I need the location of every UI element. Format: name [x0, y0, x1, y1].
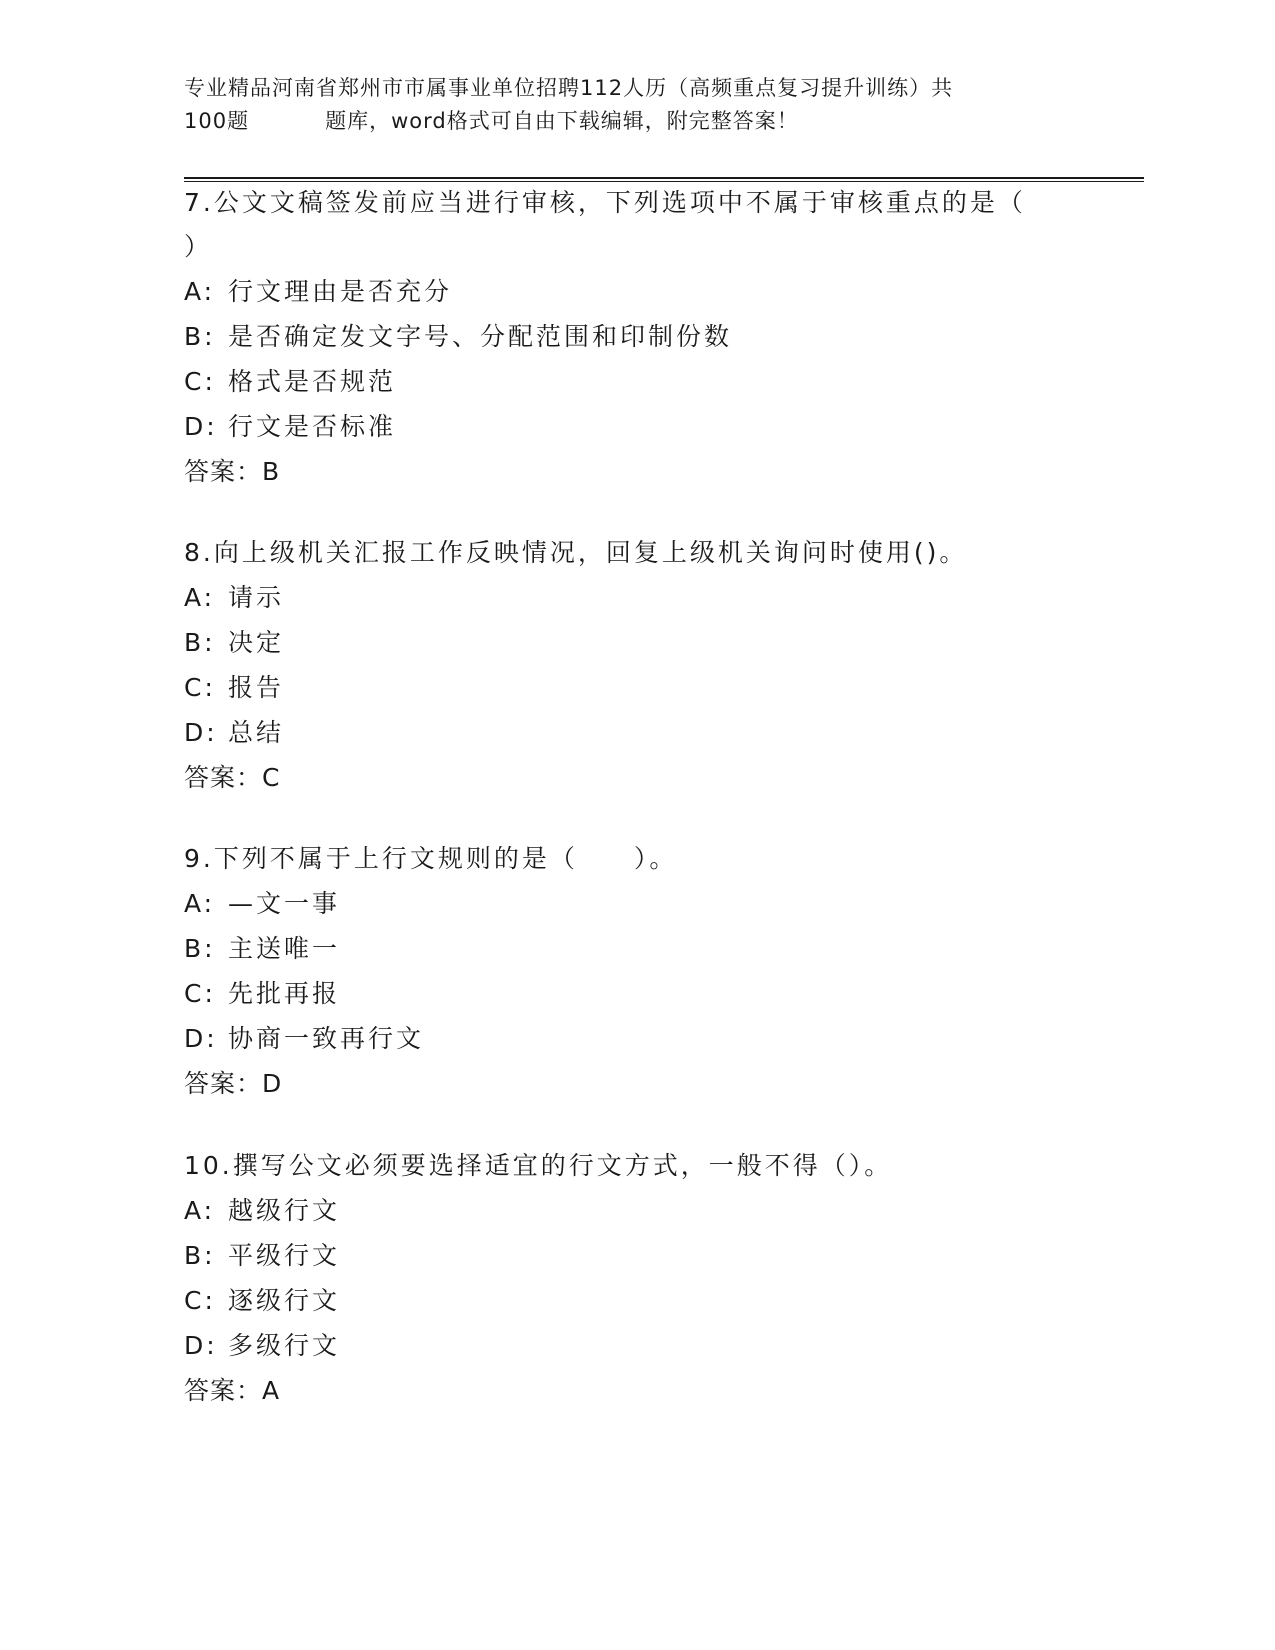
option-letter: B: [184, 322, 216, 351]
option-text: 格式是否规范 [228, 367, 397, 396]
option-text: 决定 [228, 628, 285, 657]
option-letter: B: [184, 934, 216, 963]
option-text: 先批再报 [228, 979, 341, 1008]
option-text: 平级行文 [228, 1241, 341, 1270]
answer-value: B [262, 457, 281, 486]
option-letter: A: [184, 1196, 216, 1225]
question-stem: 10.撰写公文必须要选择适宜的行文方式，一般不得（）。 [184, 1151, 893, 1180]
option-text: 总结 [228, 718, 285, 747]
header-line-2 [184, 105, 1084, 138]
option-d [184, 1323, 1084, 1368]
option-letter: C: [184, 673, 216, 702]
question-stem: 9.下列不属于上行文规则的是（ ）。 [184, 844, 678, 873]
answer-label: 答案： [184, 763, 263, 792]
option-letter: D: [184, 1331, 218, 1360]
option-letter: D: [184, 1024, 218, 1053]
answer-line [184, 1368, 1084, 1413]
question-7 [184, 181, 1084, 494]
option-text: 协商一致再行文 [228, 1024, 425, 1053]
option-d [184, 404, 1084, 449]
option-letter: C: [184, 1286, 216, 1315]
header-divider-thick [184, 177, 1144, 179]
answer-value: C [262, 763, 281, 792]
option-text: —文一事 [228, 889, 341, 918]
option-text: 越级行文 [228, 1196, 341, 1225]
option-c [184, 359, 1084, 404]
option-letter: C: [184, 367, 216, 396]
answer-label: 答案： [184, 457, 263, 486]
option-a [184, 575, 1084, 620]
option-text: 逐级行文 [228, 1286, 341, 1315]
option-b [184, 926, 1084, 971]
answer-value: A [262, 1376, 281, 1405]
option-letter: A: [184, 583, 216, 612]
option-letter: C: [184, 979, 216, 1008]
option-letter: A: [184, 277, 216, 306]
header-description: 题库，word格式可自由下载编辑，附完整答案！ [325, 109, 799, 133]
option-d [184, 710, 1084, 755]
option-b [184, 314, 1084, 359]
header-question-count: 100题 [184, 109, 250, 133]
option-a [184, 1188, 1084, 1233]
option-text: 多级行文 [228, 1331, 341, 1360]
header-line-1: 专业精品河南省郑州市市属事业单位招聘112人历（高频重点复习提升训练）共 [184, 76, 954, 100]
answer-label: 答案： [184, 1069, 263, 1098]
question-9 [184, 837, 1084, 1106]
answer-line [184, 449, 1084, 494]
question-stem-continued: ） [184, 232, 213, 261]
option-d [184, 1016, 1084, 1061]
option-letter: B: [184, 1241, 216, 1270]
option-text: 行文是否标准 [228, 412, 397, 441]
option-a [184, 881, 1084, 926]
option-text: 行文理由是否充分 [228, 277, 453, 306]
option-letter: D: [184, 412, 218, 441]
question-stem: 8.向上级机关汇报工作反映情况，回复上级机关询问时使用()。 [184, 538, 968, 567]
answer-line [184, 755, 1084, 800]
option-text: 请示 [228, 583, 285, 612]
answer-line [184, 1061, 1084, 1106]
option-text: 是否确定发文字号、分配范围和印制份数 [228, 322, 733, 351]
option-c [184, 665, 1084, 710]
answer-value: D [262, 1069, 283, 1098]
option-letter: A: [184, 889, 216, 918]
option-b [184, 620, 1084, 665]
question-stem: 7.公文文稿签发前应当进行审核，下列选项中不属于审核重点的是（ [184, 188, 1026, 217]
question-8 [184, 531, 1084, 800]
option-text: 主送唯一 [228, 934, 341, 963]
question-10 [184, 1144, 1084, 1413]
answer-label: 答案： [184, 1376, 263, 1405]
option-letter: D: [184, 718, 218, 747]
option-text: 报告 [228, 673, 285, 702]
option-letter: B: [184, 628, 216, 657]
document-header [184, 72, 1084, 138]
option-c [184, 1278, 1084, 1323]
option-b [184, 1233, 1084, 1278]
option-a [184, 269, 1084, 314]
option-c [184, 971, 1084, 1016]
